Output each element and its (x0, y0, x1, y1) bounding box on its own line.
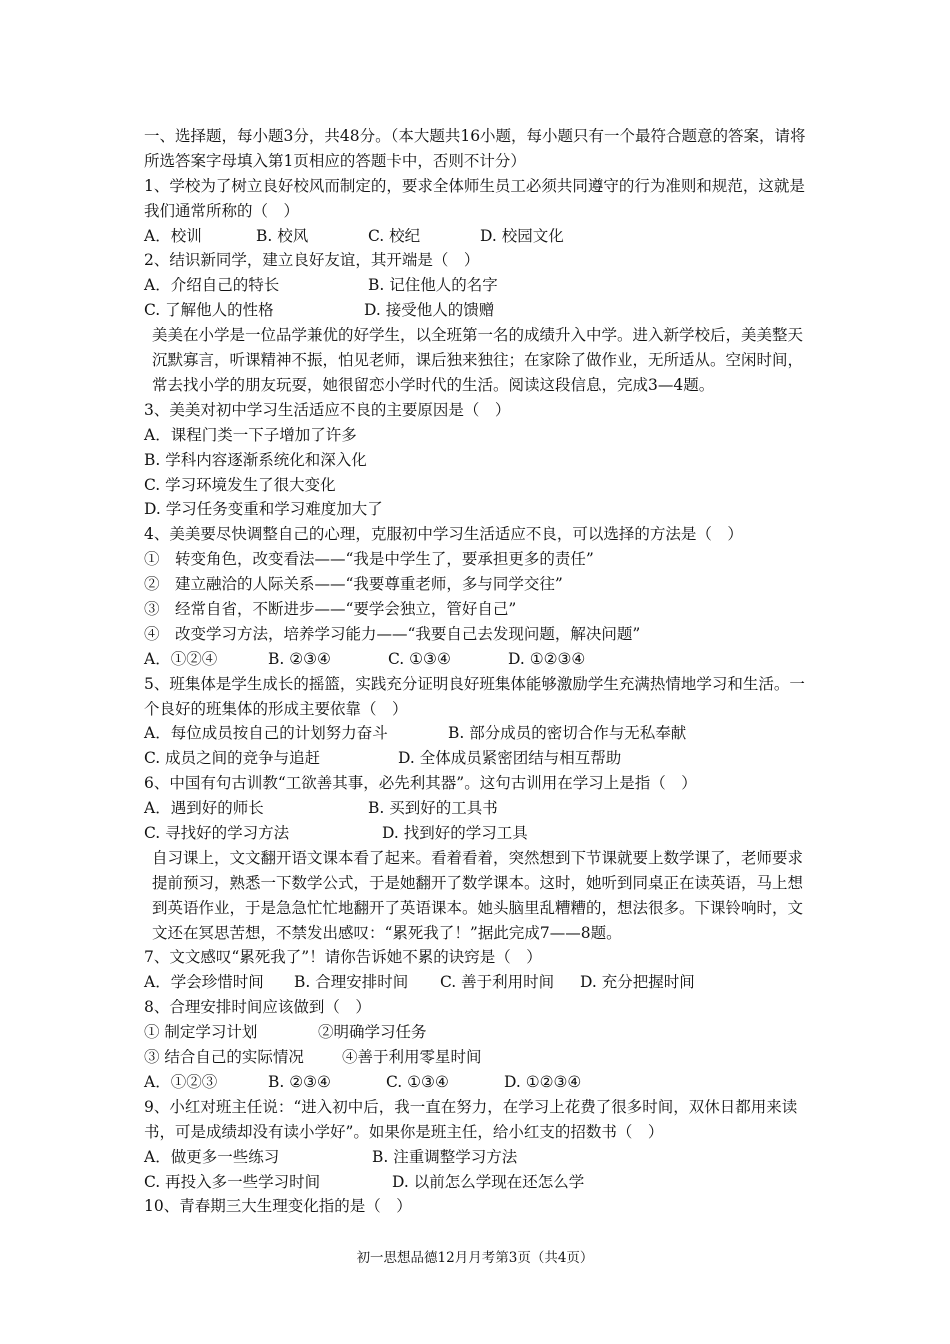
question-5-stem: 5、班集体是学生成长的摇篮，实践充分证明良好班集体能够激励学生充满热情地学习和生活。一个良好的班集体的形成主要依靠（ ） (144, 674, 805, 718)
option-d: D. 校园文化 (480, 226, 564, 245)
option-b: B. 校风 (256, 226, 309, 245)
option-b: B. 注重调整学习方法 (372, 1147, 518, 1166)
question-9-options-row1 (144, 1145, 812, 1170)
question-1-options (144, 224, 812, 249)
option-b: B. 记住他人的名字 (368, 276, 498, 295)
option-b: B. ②③④ (268, 649, 331, 668)
option-a: A．做更多一些练习 (144, 1147, 280, 1166)
question-2-options-row2 (144, 298, 812, 323)
option-a: A．遇到好的师长 (144, 799, 264, 818)
question-2-stem: 2、结识新同学，建立良好友谊，其开端是（ ） (144, 251, 480, 270)
option-b: B. 部分成员的密切合作与无私奉献 (448, 724, 687, 743)
option-a: A．校训 (144, 226, 202, 245)
question-2-options-row1 (144, 273, 812, 298)
option-d: D. 以前怎么学现在还怎么学 (392, 1172, 585, 1191)
question-8-options (144, 1070, 812, 1095)
question-4-stem: 4、美美要尽快调整自己的心理，克服初中学习生活适应不良，可以选择的方法是（ ） (144, 525, 743, 544)
option-d: D. 全体成员紧密团结与相互帮助 (398, 749, 622, 768)
option-a: A．学会珍惜时间 (144, 973, 264, 992)
statement-2: ② 建立融洽的人际关系——“我要尊重老师，多与同学交往” (144, 575, 563, 594)
option-b: B. 学科内容逐渐系统化和深入化 (144, 450, 367, 469)
option-d: D. 接受他人的馈赠 (364, 301, 495, 320)
option-c: C. 校纪 (368, 226, 421, 245)
question-1-stem: 1、学校为了树立良好校风而制定的，要求全体师生员工必须共同遵守的行为准则和规范，这就是我们通常所称的（ ） (144, 176, 805, 220)
option-d: D. 充分把握时间 (580, 973, 695, 992)
option-a: A．每位成员按自己的计划努力奋斗 (144, 724, 388, 743)
statement-2: ②明确学习任务 (318, 1023, 427, 1042)
question-6-options-row2 (144, 821, 812, 846)
option-c: C. ①③④ (386, 1072, 449, 1091)
reading-passage-1: 美美在小学是一位品学兼优的好学生，以全班第一名的成绩升入中学。进入新学校后，美美整天沉默寡言，听课精神不振，怕见老师，课后独来独往；在家除了做作业，无所适从。空闲时间，常去找小学的朋友玩耍，她很留恋小学时代的生活。阅读这段信息，完成3—4题。 (152, 326, 804, 394)
option-a: A．课程门类一下子增加了许多 (144, 425, 357, 444)
question-5-options-row1 (144, 721, 812, 746)
option-c: C. 学习环境发生了很大变化 (144, 475, 336, 494)
option-d: D. ①②③④ (504, 1072, 582, 1091)
option-b: B. ②③④ (268, 1072, 331, 1091)
statement-1: ① 制定学习计划 (144, 1023, 258, 1042)
question-6-options-row1 (144, 796, 812, 821)
statement-4: ④ 改变学习方法，培养学习能力——“我要自己去发现问题，解决问题” (144, 624, 641, 643)
question-8-items-row2 (144, 1045, 812, 1070)
option-d: D. 学习任务变重和学习难度加大了 (144, 500, 383, 519)
option-a: A．①②③ (144, 1072, 218, 1091)
option-b: B. 合理安排时间 (294, 973, 409, 992)
option-d: D. ①②③④ (508, 649, 586, 668)
section-header: 一、选择题，每小题3分，共48分。（本大题共16小题，每小题只有一个最符合题意的答案，请将所选答案字母填入第1页相应的答题卡中，否则不计分） (144, 127, 806, 170)
question-8-stem: 8、合理安排时间应该做到（ ） (144, 998, 371, 1017)
reading-passage-2: 自习课上，文文翻开语文课本看了起来。看着看着，突然想到下节课就要上数学课了，老师要求提前预习，熟悉一下数学公式，于是她翻开了数学课本。这时，她听到同桌正在读英语，马上想到英语作业，于是急急忙忙地翻开了英语课本。她头脑里乱糟糟的，想法很多。下课铃响时，文文还在冥思苦想，不禁发出感叹：“累死我了！”据此完成7——8题。 (152, 848, 804, 942)
option-c: C. 了解他人的性格 (144, 301, 274, 320)
option-c: C. 成员之间的竞争与追赶 (144, 749, 321, 768)
question-10-stem: 10、青春期三大生理变化指的是（ ） (144, 1197, 412, 1216)
question-6-stem: 6、中国有句古训教“工欲善其事，必先利其器”。这句古训用在学习上是指（ ） (144, 774, 697, 793)
option-c: C. ①③④ (388, 649, 451, 668)
statement-4: ④善于利用零星时间 (342, 1048, 482, 1067)
question-4-options (144, 647, 812, 672)
option-c: C. 善于利用时间 (440, 973, 555, 992)
option-c: C. 寻找好的学习方法 (144, 824, 290, 842)
page-content (144, 124, 812, 1219)
question-8-items-row1 (144, 1020, 812, 1045)
question-7-options (144, 970, 812, 995)
option-a: A．介绍自己的特长 (144, 276, 280, 295)
option-c: C. 再投入多一些学习时间 (144, 1172, 321, 1191)
option-d: D. 找到好的学习工具 (382, 824, 528, 842)
question-5-options-row2 (144, 746, 812, 771)
question-9-options-row2 (144, 1170, 812, 1195)
statement-1: ① 转变角色，改变看法——“我是中学生了，要承担更多的责任” (144, 550, 594, 569)
question-7-stem: 7、文文感叹“累死我了”！请你告诉她不累的诀窍是（ ） (144, 948, 542, 967)
option-a: A．①②④ (144, 649, 218, 668)
statement-3: ③ 经常自省，不断进步——“要学会独立，管好自己” (144, 599, 517, 618)
question-3-stem: 3、美美对初中学习生活适应不良的主要原因是（ ） (144, 400, 511, 419)
option-b: B. 买到好的工具书 (368, 799, 498, 818)
question-9-stem: 9、小红对班主任说：“进入初中后，我一直在努力，在学习上花费了很多时间，双休日都用来读书，可是成绩却没有读小学好”。如果你是班主任，给小红支的招数书（ ） (144, 1097, 798, 1141)
page-footer: 初一思想品德12月月考第3页（共4页） (356, 1250, 594, 1266)
statement-3: ③ 结合自己的实际情况 (144, 1048, 304, 1067)
